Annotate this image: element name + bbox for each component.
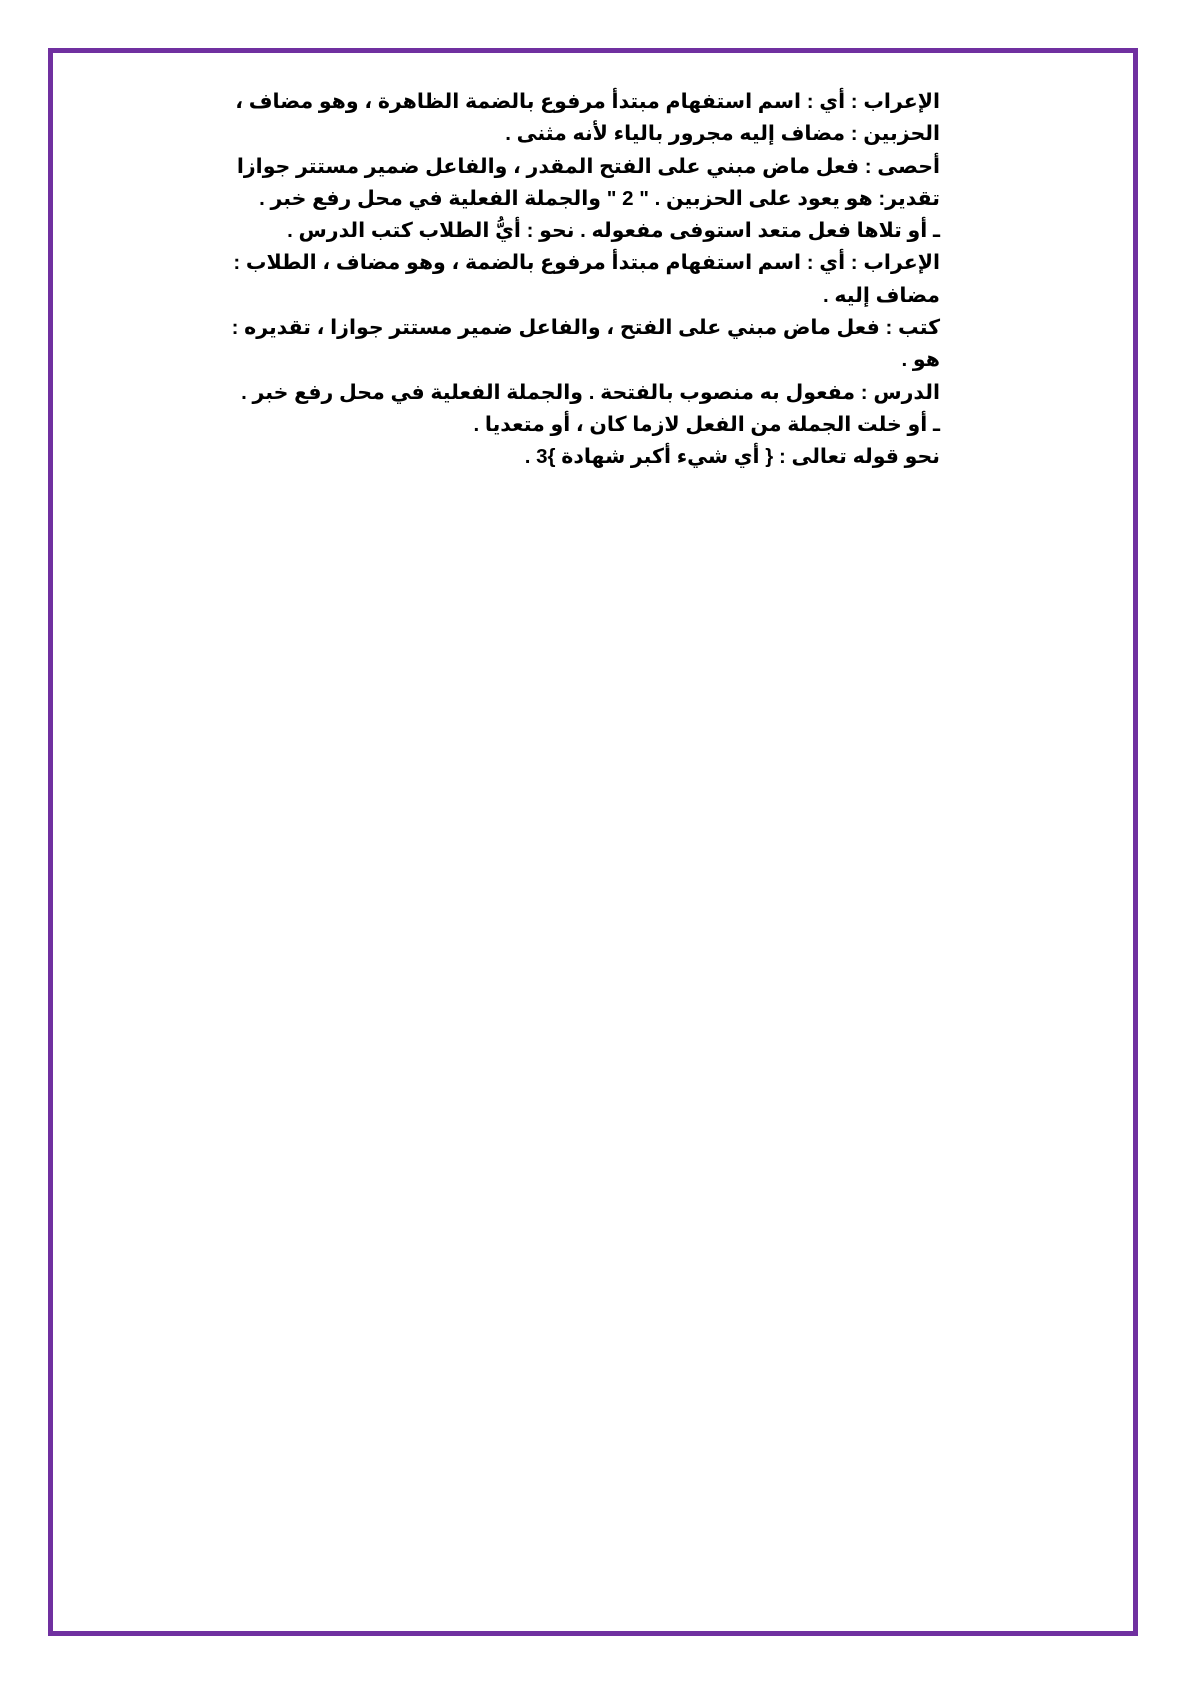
- document-body: [231, 86, 940, 474]
- text-line-2: الحزبين : مضاف إليه مجرور بالياء لأنه مثنى .: [505, 122, 940, 146]
- text-line-12: نحو قوله تعالى : { أي شيء أكبر شهادة }3 .: [524, 445, 940, 469]
- text-line-1: الإعراب : أي : اسم استفهام مبتدأ مرفوع بالضمة الظاهرة ، وهو مضاف ،: [235, 90, 940, 113]
- text-line-9: هو .: [901, 348, 940, 372]
- text-line-11: ـ أو خلت الجملة من الفعل لازما كان ، أو متعديا .: [473, 412, 940, 436]
- text-line-4: تقدير: هو يعود على الحزبين . " 2 " والجملة الفعلية في محل رفع خبر .: [259, 186, 940, 210]
- text-line-10: الدرس : مفعول به منصوب بالفتحة . والجملة الفعلية في محل رفع خبر .: [241, 380, 940, 404]
- text-line-8: كتب : فعل ماض مبني على الفتح ، والفاعل ضمير مستتر جوازا ، تقديره :: [231, 316, 940, 340]
- text-line-7: مضاف إليه .: [822, 283, 940, 307]
- text-line-6: الإعراب : أي : اسم استفهام مبتدأ مرفوع بالضمة ، وهو مضاف ، الطلاب :: [233, 251, 940, 275]
- text-line-5: ـ أو تلاها فعل متعد استوفى مفعوله . نحو : أيُّ الطلاب كتب الدرس .: [287, 219, 940, 243]
- text-line-3: أحصى : فعل ماض مبني على الفتح المقدر ، والفاعل ضمير مستتر جوازا: [236, 154, 940, 178]
